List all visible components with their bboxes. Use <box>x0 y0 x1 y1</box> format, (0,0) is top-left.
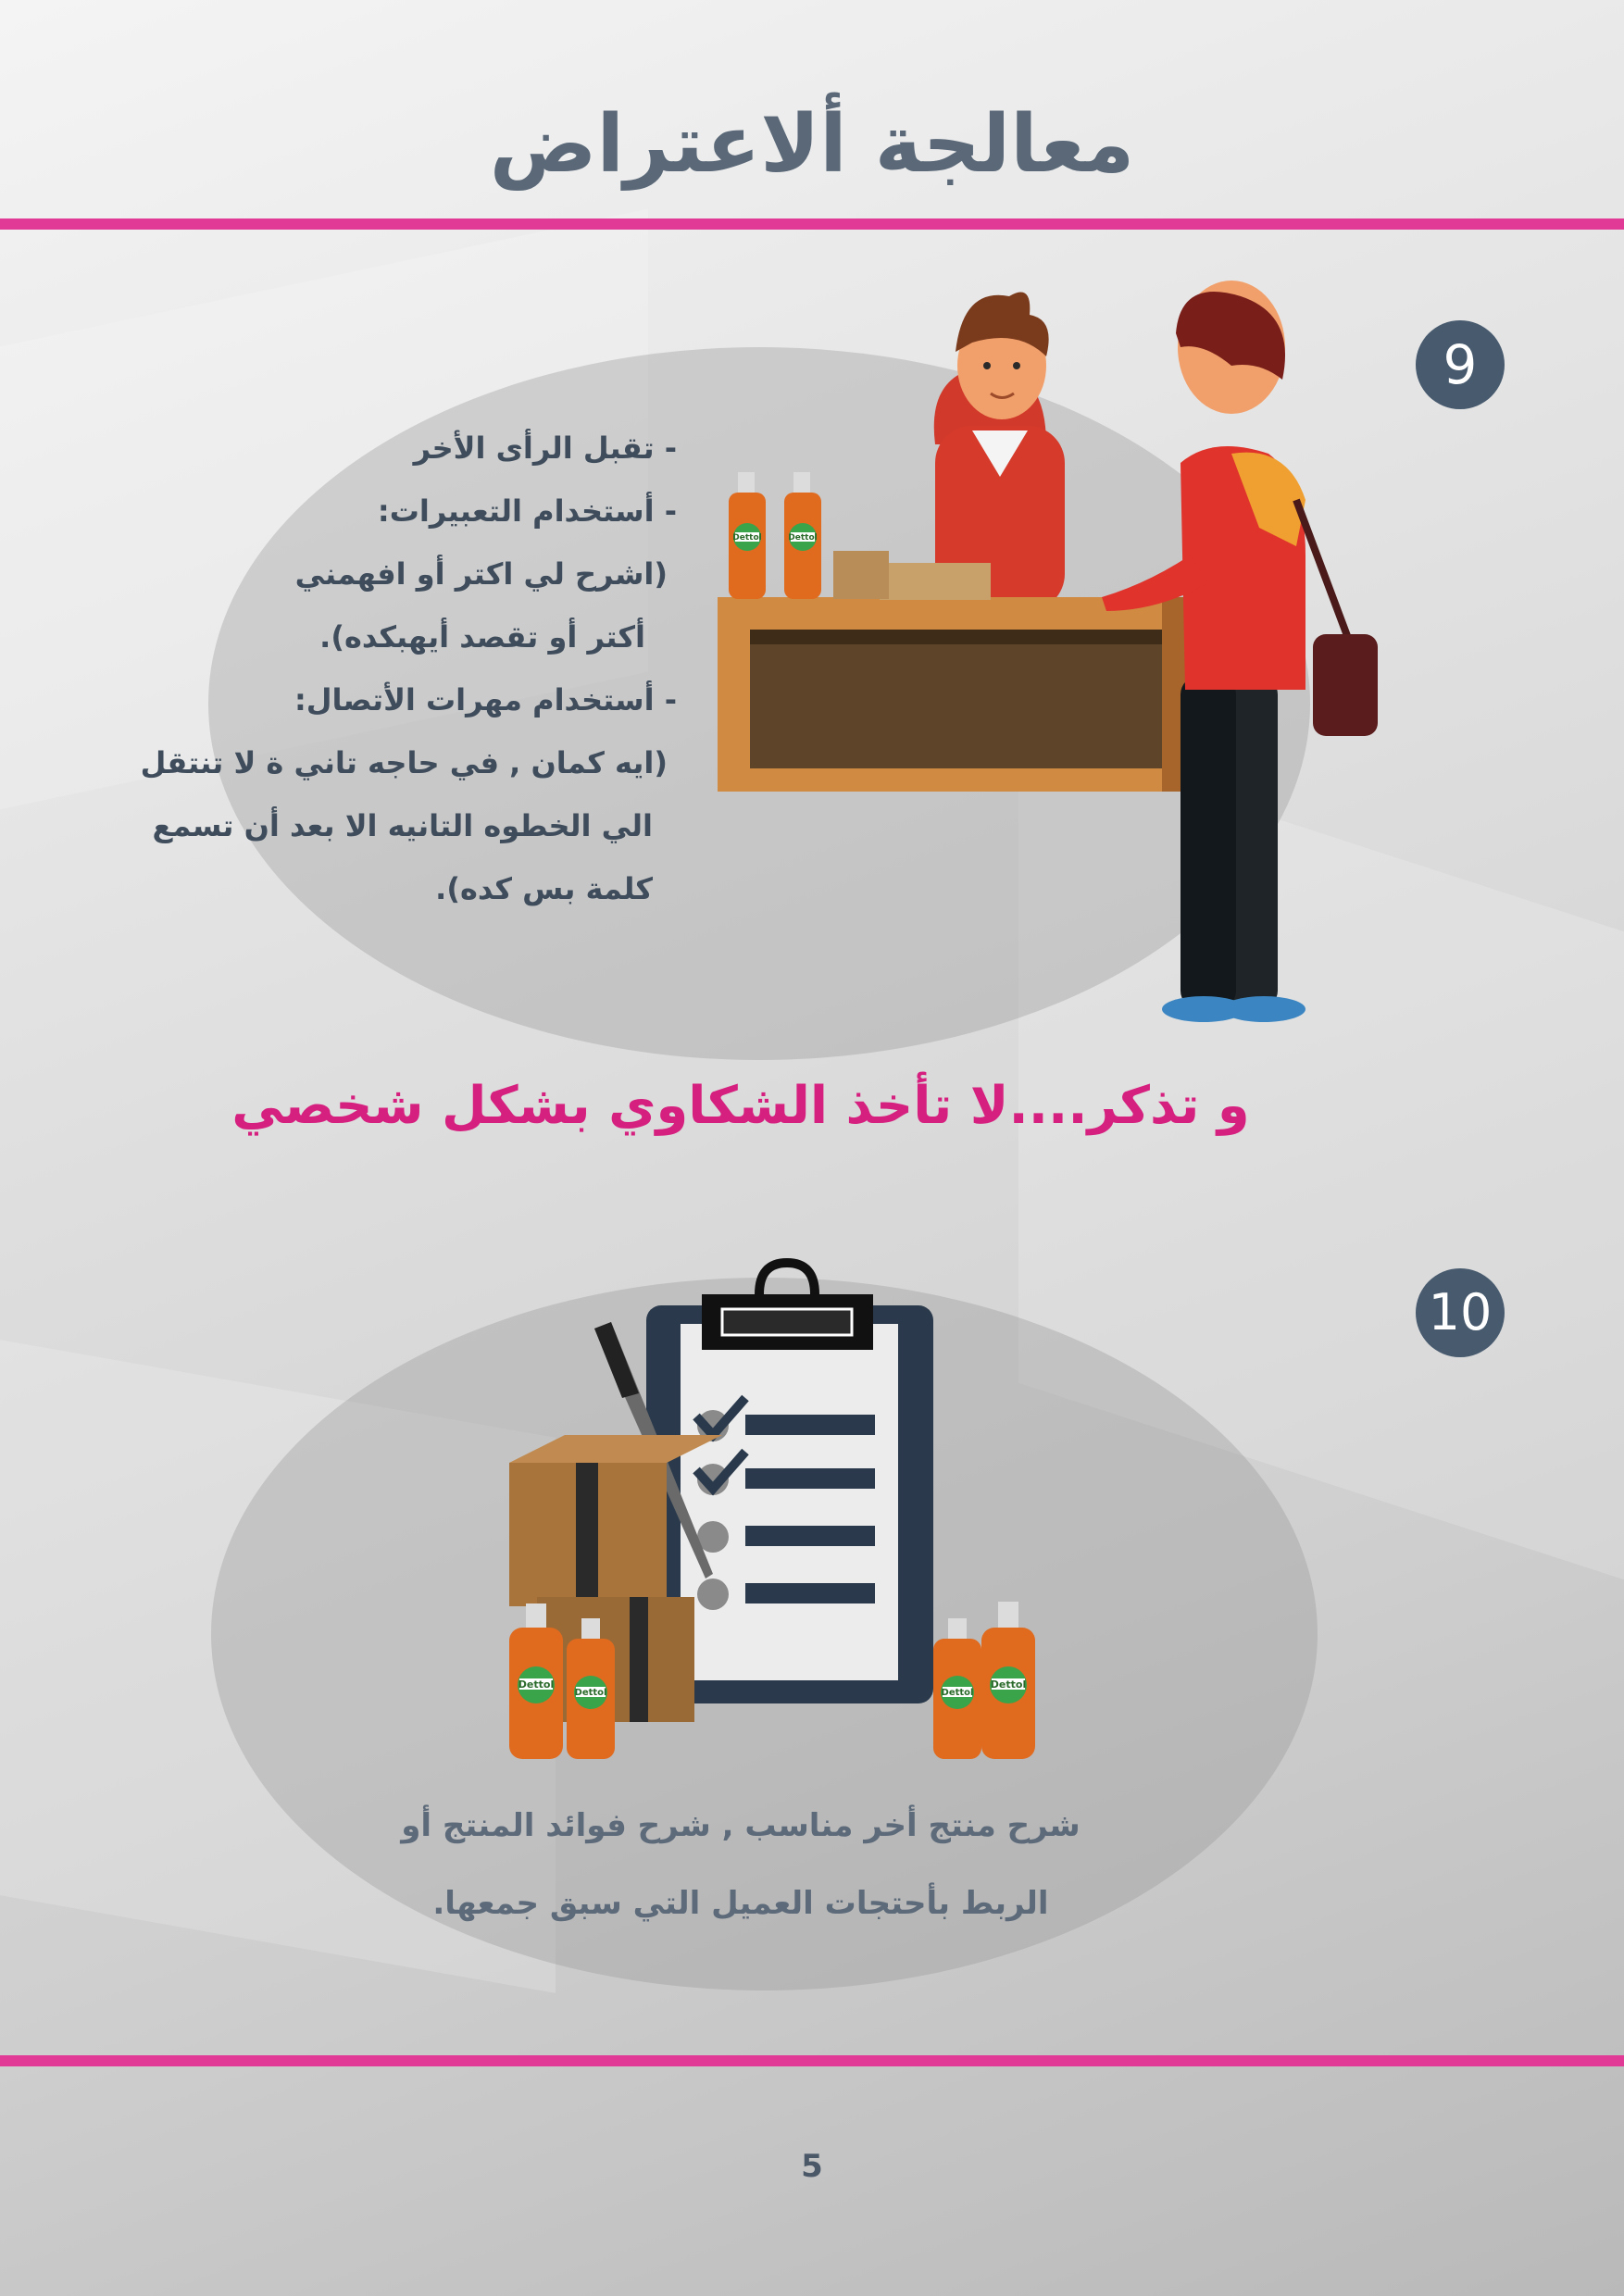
section10-number-badge: 10 <box>1416 1268 1505 1357</box>
bottle-brand-label: Dettol <box>518 1678 555 1691</box>
section9-line: (ايه كمان , في حاجه تاني ة لا تنتقل <box>140 745 668 780</box>
section9-line: - أستخدام مهرات الأتصال: <box>294 682 677 718</box>
section9-text <box>141 417 677 920</box>
dettol-bottle-icon <box>567 1618 615 1759</box>
bottle-brand-label: Dettol <box>574 1688 607 1698</box>
dettol-bottle-icon <box>933 1618 981 1759</box>
section9-line: - تقبل الرأى الأخر <box>413 430 677 466</box>
bottle-brand-label: Dettol <box>990 1678 1027 1691</box>
pharmacy-counter-illustration <box>713 278 1398 1028</box>
section10-line: شرح منتج أخر مناسب , شرح فوائد المنتج أو <box>401 1807 1081 1844</box>
dettol-bottle-icon <box>784 472 821 599</box>
section9-number-badge: 9 <box>1416 320 1505 409</box>
bottle-brand-label: Dettol <box>732 533 762 543</box>
page-title: معالجة ألاعتراض <box>489 98 1135 191</box>
section10-description <box>278 1787 1204 1942</box>
reminder-text: و تذكر....لا تأخذ الشكاوي بشكل شخصي <box>231 1076 1250 1136</box>
section10-line: الربط بأحتجات العميل التي سبق جمعها. <box>432 1885 1049 1922</box>
bottle-brand-label: Dettol <box>941 1688 974 1698</box>
section9-line: كلمة بس كده). <box>435 871 653 906</box>
section9-line: - أستخدام التعبيرات: <box>377 493 677 529</box>
section9-line: أكتر أو تقصد أيهبكده). <box>319 619 645 655</box>
section9-line: (اشرح لي اكتر أو افهمني <box>294 556 668 592</box>
dettol-bottle-icon <box>729 472 766 599</box>
section9-line: الي الخطوه التانيه الا بعد أن تسمع <box>152 808 653 843</box>
bottle-brand-label: Dettol <box>788 533 818 543</box>
dettol-bottle-icon <box>981 1602 1035 1759</box>
page-number: 5 <box>801 2148 823 2185</box>
footer-rule <box>0 2055 1624 2066</box>
header-rule <box>0 218 1624 230</box>
checklist-illustration <box>491 1268 1065 1768</box>
